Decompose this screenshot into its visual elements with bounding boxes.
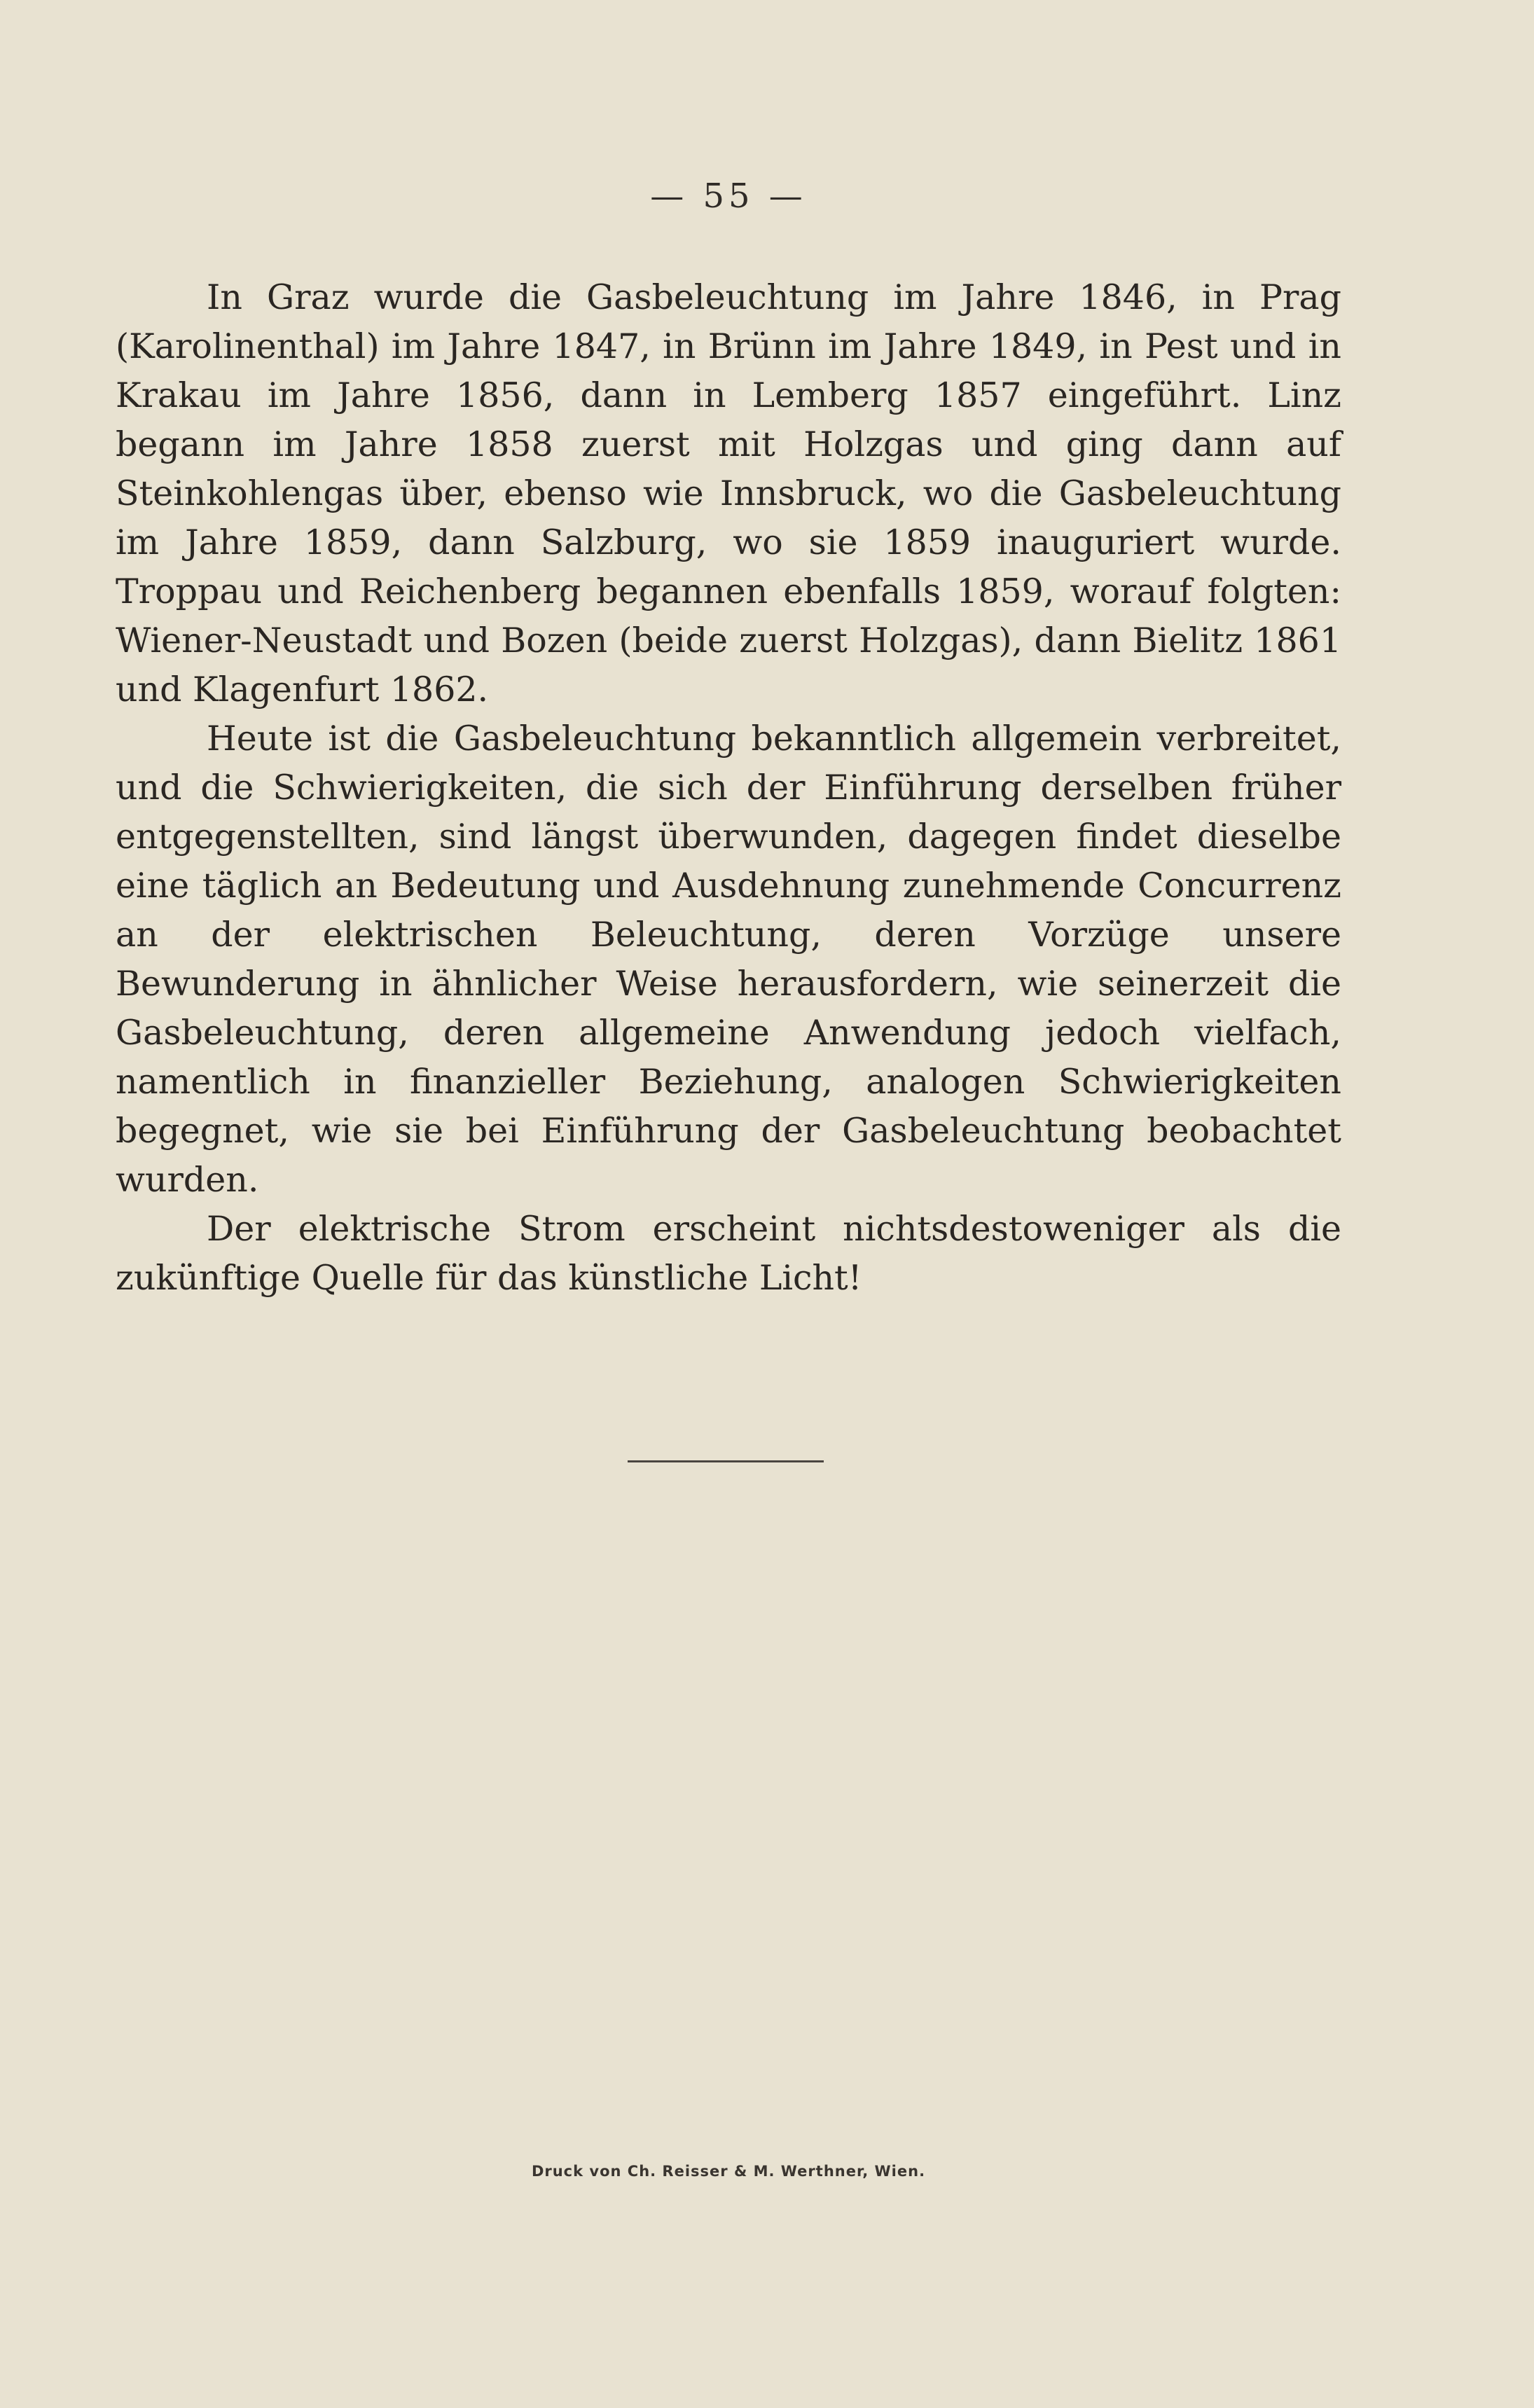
page-number: — 55 — — [650, 177, 807, 216]
section-divider — [628, 1460, 824, 1462]
paragraph-gas-today: Heute ist die Gasbeleuchtung bekanntlich allgemein verbreitet, und die Schwierigkeiten, die sich der Einführung derselben früher entgegenstellten, sind längst überwunden, dagegen findet dieselbe eine täglich an Bedeutung und Ausdehnung zunehmende Concurrenz an der elektrischen Beleuchtung, deren Vorzüge unsere Bewunderung in ähnlicher Weise herausfordern, wie seinerzeit die Gasbeleuchtung, deren allgemeine Anwendung jedoch vielfach, namentlich in finanzieller Beziehung, analogen Schwierigkeiten begegnet, wie sie bei Einführung der Gasbeleuchtung beobachtet wurden. — [116, 719, 1341, 1200]
paragraph-gas-history: In Graz wurde die Gasbeleuchtung im Jahre 1846, in Prag (Karolinenthal) im Jahre 1847, in Brünn im Jahre 1849, in Pest und in Krakau im Jahre 1856, dann in Lemberg 1857 eingeführt. Linz begann im Jahre 1858 zuerst mit Holzgas und ging dann auf Steinkohlengas über, ebenso wie Innsbruck, wo die Gasbeleuchtung im Jahre 1859, dann Salzburg, wo sie 1859 inauguriert wurde. Troppau und Reichenberg begannen ebenfalls 1859, worauf folgten: Wiener-Neustadt und Bozen (beide zuerst Holzgas), dann Bielitz 1861 und Klagenfurt 1862. — [116, 277, 1341, 710]
printer-imprint: Druck von Ch. Reisser & M. Werthner, Wien. — [531, 2163, 926, 2180]
body-text — [116, 273, 1341, 1303]
paragraph-electric-future: Der elektrische Strom erscheint nichtsdestoweniger als die zukünftige Quelle für das künstliche Licht! — [116, 1209, 1341, 1298]
